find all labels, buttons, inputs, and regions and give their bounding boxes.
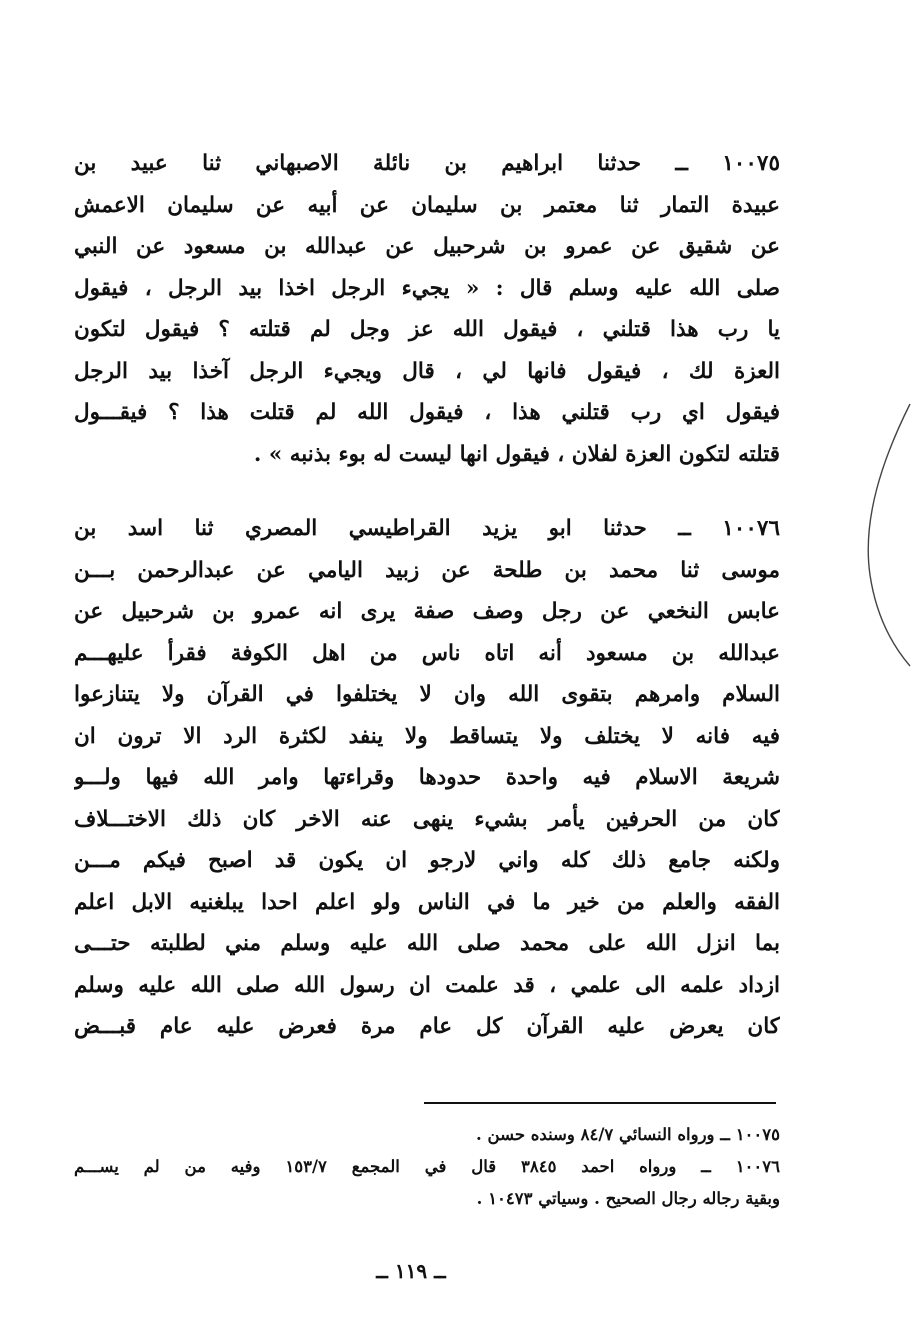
text-line: شريعة الاسلام فيه واحدة حدودها وقراءتها وامر الله فيها ولـــو [74,765,780,790]
text-line: كان يعرض عليه القرآن كل عام مرة فعرض عليه عام قبـــض [74,1014,780,1039]
text-line: بما انزل الله على محمد صلى الله عليه وسلم مني لطلبته حتـــى [74,931,780,956]
text-line: فيه فانه لا يختلف ولا يتساقط ولا ينفد لكثرة الرد الا ترون ان [74,723,780,749]
text-line: فيقول اي رب قتلني هذا ، فيقول الله لم قتلت هذا ؟ فيقـــول [74,400,780,425]
text-line: صلى الله عليه وسلم قال : « يجيء الرجل اخذا بيد الرجل ، فيقول [74,275,780,301]
page-number: ــ ١١٩ ــ [376,1259,446,1283]
text-line: عبدالله بن مسعود أنه اتاه ناس من اهل الكوفة فقرأ عليهـــم [74,640,780,666]
text-line: كان من الحرفين يأمر بشيء ينهى عنه الاخر كان ذلك الاختـــلاف [74,806,780,832]
footnote-line: ١٠٠٧٥ ــ ورواه النسائي ٨٤/٧ وسنده حسن . [476,1125,780,1144]
text-line: ولكنه جامع ذلك كله واني لارجو ان يكون قد اصبح فيكم مـــن [74,848,780,873]
text-line: ١٠٠٧٦ ــ حدثنا ابو يزيد القراطيسي المصري ثنا اسد بن [74,516,780,541]
text-line: عابس النخعي عن رجل وصف صفة يرى انه عمرو بن شرحبيل عن [74,599,780,624]
footnote-divider [424,1102,776,1104]
footnote-line: ١٠٠٧٦ ــ ورواه احمد ٣٨٤٥ قال في المجمع ١٥٣/٧ وفيه من لم يســـم [74,1157,780,1176]
text-line: عن شقيق عن عمرو بن شرحبيل عن عبدالله بن مسعود عن النبي [74,234,780,259]
footnote-line: وبقية رجاله رجال الصحيح . وسياتي ١٠٤٧٣ . [476,1189,780,1208]
margin-arc-mark [842,400,912,670]
text-line: موسى ثنا محمد بن طلحة عن زبيد اليامي عن عبدالرحمن بـــن [74,557,780,583]
text-line: يا رب هذا قتلني ، فيقول الله عز وجل لم قتلته ؟ فيقول لتكون [74,317,780,342]
text-line: قتلته لتكون العزة لفلان ، فيقول انها ليست له بوء بذنبه » . [253,441,780,467]
text-line: العزة لك ، فيقول فانها لي ، قال ويجيء الرجل آخذا بيد الرجل [74,358,780,384]
footnotes [74,1119,780,1215]
text-line: ازداد علمه الى علمي ، قد علمت ان رسول الله صلى الله عليه وسلم [74,972,780,998]
hadith-10076 [74,508,780,1048]
text-line: ١٠٠٧٥ ــ حدثنا ابراهيم بن نائلة الاصبهاني ثنا عبيد بن [74,151,780,176]
text-line: الفقه والعلم من خير ما في الناس ولو اعلم احدا يبلغنيه الابل اعلم [74,889,780,915]
text-line: عبيدة التمار ثنا معتمر بن سليمان عن أبيه عن سليمان الاعمش [74,192,780,218]
hadith-10075 [74,143,780,475]
text-line: السلام وامرهم بتقوى الله وان لا يختلفوا في القرآن ولا يتنازعوا [74,682,780,707]
